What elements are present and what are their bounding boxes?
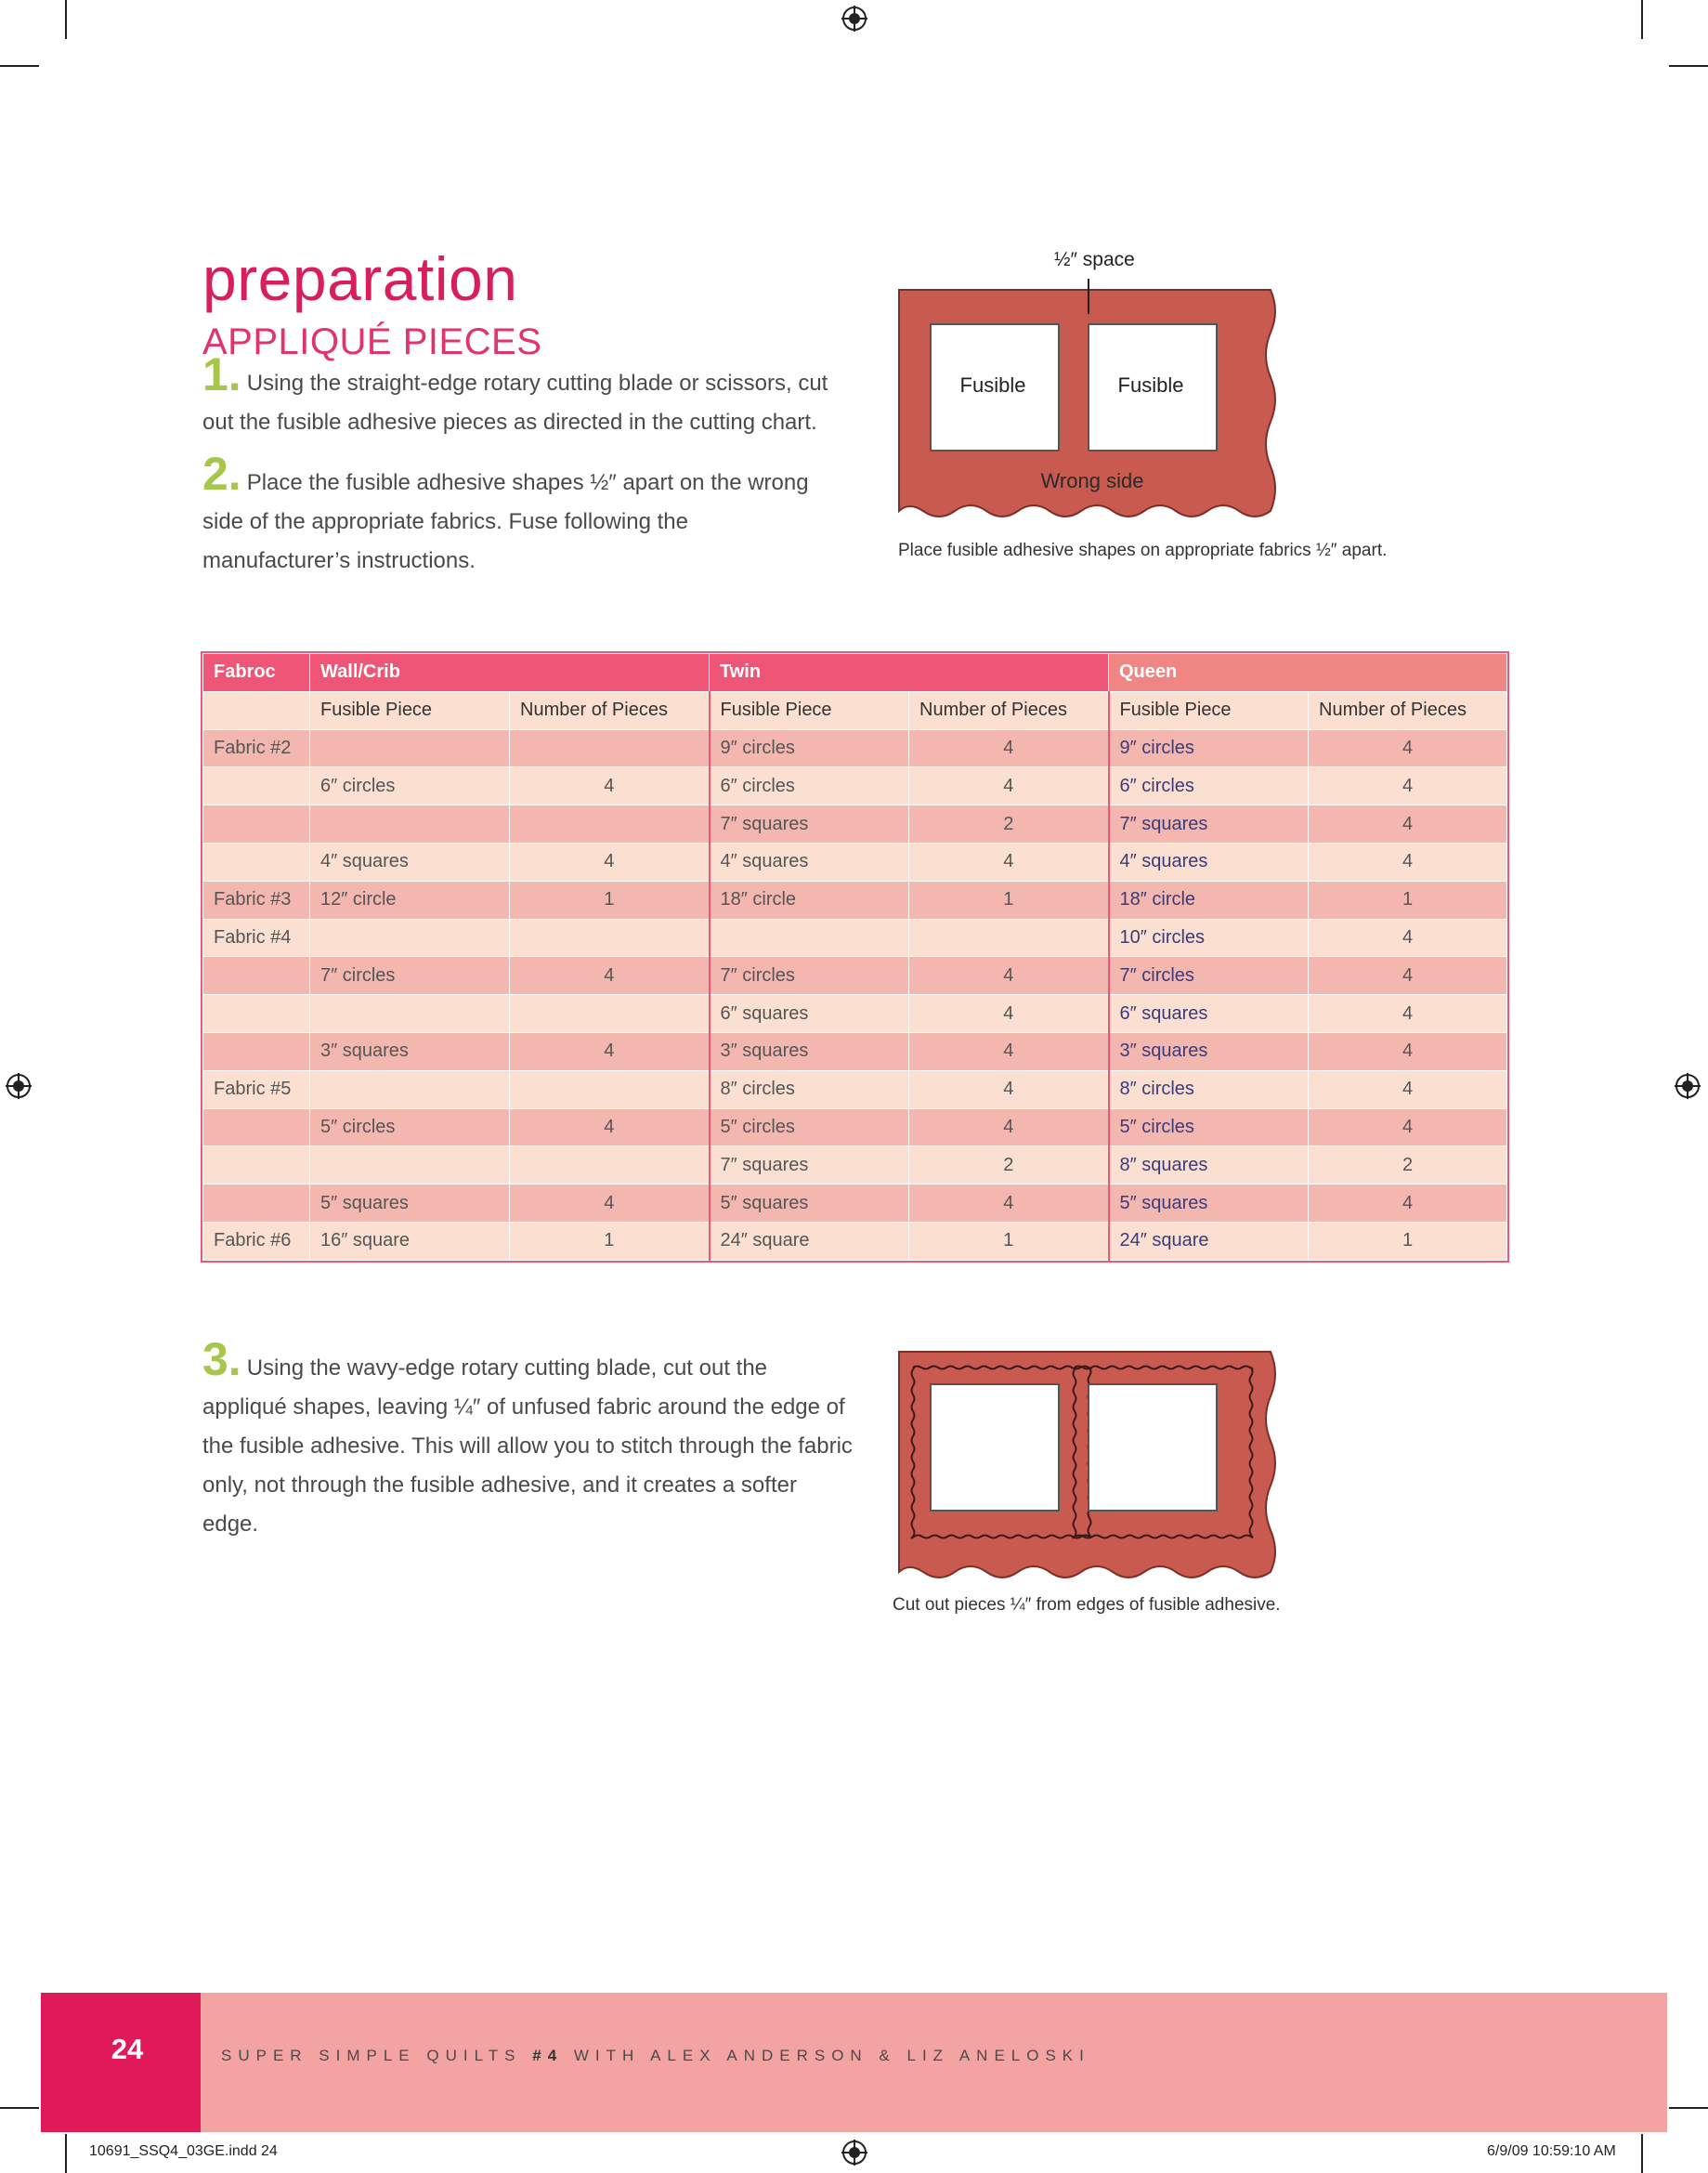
piece-count-cell [510,805,710,844]
piece-count-cell: 4 [909,1032,1109,1070]
piece-count-cell: 4 [1309,843,1507,881]
column-header: Fusible Piece [1109,691,1309,729]
fusible-piece-cell: 7″ circles [710,957,909,995]
crop-mark [0,2107,39,2109]
registration-mark-icon [841,6,867,32]
crop-mark [0,65,39,67]
table-row [203,1222,1507,1260]
crop-mark [65,2134,67,2173]
fusible-piece-cell: 8″ circles [1109,1070,1309,1108]
step-3 [202,1333,853,1544]
table-row [203,1032,1507,1070]
piece-count-cell: 1 [510,881,710,919]
running-head-number: #4 [532,2047,564,2064]
fabric-cell [203,767,310,805]
fusible-piece-cell: 16″ square [310,1222,510,1260]
space-label: ½″ space [1054,249,1135,270]
fusible-piece-cell [710,919,909,957]
table-row [203,957,1507,995]
fusible-piece-cell: 3″ squares [1109,1032,1309,1070]
fusible-piece-cell: 6″ squares [710,995,909,1033]
fusible-piece-cell: 6″ circles [310,767,510,805]
table-row [203,1070,1507,1108]
fusible-piece-cell [310,729,510,767]
table-group-header-row [203,654,1507,692]
fusible-piece-cell: 7″ squares [1109,805,1309,844]
piece-count-cell: 4 [909,843,1109,881]
table-row [203,767,1507,805]
fusible-piece-cell: 8″ squares [1109,1146,1309,1185]
piece-count-cell [510,995,710,1033]
column-header: Fusible Piece [310,691,510,729]
fusible-piece-cell: 5″ squares [1109,1185,1309,1223]
fabric-cell [203,995,310,1033]
fabric-column-header: Fabroc [203,654,310,692]
piece-count-cell: 4 [909,1108,1109,1146]
section-subtitle: APPLIQUÉ PIECES [202,321,542,362]
fusible-piece-cell: 4″ squares [1109,843,1309,881]
piece-count-cell: 1 [909,1222,1109,1260]
crop-mark [1641,0,1643,39]
piece-count-cell: 4 [510,957,710,995]
running-head-authors: WITH ALEX ANDERSON & LIZ ANELOSKI [563,2047,1090,2064]
fusible-piece-cell: 4″ squares [710,843,909,881]
piece-count-cell: 4 [510,1185,710,1223]
fusible-piece-cell: 4″ squares [310,843,510,881]
fusible-piece-cell [310,805,510,844]
fusible-piece-cell: 6″ squares [1109,995,1309,1033]
fabric-cell [203,1185,310,1223]
piece-count-cell: 4 [1309,995,1507,1033]
piece-count-cell: 1 [510,1222,710,1260]
table-row [203,805,1507,844]
piece-count-cell: 4 [909,1070,1109,1108]
fabric-cell [203,1032,310,1070]
fabric-cell [203,957,310,995]
crop-mark [1641,2134,1643,2173]
fabric-cell [203,1108,310,1146]
wallcrib-group-header: Wall/Crib [310,654,710,692]
piece-count-cell: 4 [909,957,1109,995]
piece-count-cell: 4 [510,843,710,881]
table-cell [203,691,310,729]
registration-mark-icon [6,1073,32,1099]
fusible-piece-cell: 5″ squares [310,1185,510,1223]
fabric-cell: Fabric #3 [203,881,310,919]
fusible-piece-cell [310,919,510,957]
running-head-title: SUPER SIMPLE QUILTS [221,2047,533,2064]
running-head [221,2047,1090,2065]
fabric-cell [203,1146,310,1185]
step-number: 1. [202,348,241,400]
fusible-piece-cell [310,995,510,1033]
fabric-cell: Fabric #2 [203,729,310,767]
page-title: preparation [202,244,518,313]
registration-mark-icon [841,2140,867,2166]
piece-count-cell: 4 [909,767,1109,805]
piece-count-cell: 4 [510,1108,710,1146]
column-header: Number of Pieces [1309,691,1507,729]
table-row [203,995,1507,1033]
fusible-piece-cell: 5″ squares [710,1185,909,1223]
piece-count-cell: 1 [1309,881,1507,919]
crop-mark [1669,2107,1708,2109]
column-header: Fusible Piece [710,691,909,729]
fabric-cell: Fabric #4 [203,919,310,957]
piece-count-cell: 1 [1309,1222,1507,1260]
table-body [203,729,1507,1260]
slug-file-info: 10691_SSQ4_03GE.indd 24 [89,2143,278,2159]
fusible-piece-cell: 18″ circle [710,881,909,919]
slug-timestamp: 6/9/09 10:59:10 AM [1487,2143,1616,2159]
piece-count-cell: 4 [909,995,1109,1033]
step-text: Using the straight-edge rotary cutting blade or scissors, cut out the fusible adhesive pieces as directed in the cutting chart. [202,371,828,435]
fusible-piece-cell: 24″ square [1109,1222,1309,1260]
fusible-piece-cell: 8″ circles [710,1070,909,1108]
piece-count-cell: 4 [1309,1070,1507,1108]
step-text: Using the wavy-edge rotary cutting blade, cut out the appliqué shapes, leaving ¼″ of unfused fabric around the edge of the fusible adhesive. This will allow you to stitch through the fabric only, not through the fusible adhesive, and it creates a softer edge. [202,1355,853,1537]
fabric-cell [203,805,310,844]
wrong-side-label: Wrong side [1040,469,1144,492]
fabric-cell: Fabric #5 [203,1070,310,1108]
piece-count-cell: 4 [1309,767,1507,805]
fusible-piece-cell: 18″ circle [1109,881,1309,919]
piece-count-cell: 4 [1309,957,1507,995]
table-row [203,1185,1507,1223]
piece-count-cell: 4 [1309,1108,1507,1146]
cutting-chart-table [202,653,1507,1261]
figure-caption: Place fusible adhesive shapes on appropriate fabrics ½″ apart. [898,541,1388,560]
fusible-piece-cell: 10″ circles [1109,919,1309,957]
cut-piece-left [930,1383,1060,1512]
fusible-piece-cell: 24″ square [710,1222,909,1260]
fusible-piece-cell: 6″ circles [710,767,909,805]
step-number: 3. [202,1333,241,1385]
column-header: Number of Pieces [909,691,1109,729]
piece-count-cell: 2 [1309,1146,1507,1185]
piece-count-cell: 4 [909,729,1109,767]
piece-count-cell [510,1070,710,1108]
fusible-piece-cell: 3″ squares [710,1032,909,1070]
table-row [203,919,1507,957]
fabric-cell [203,843,310,881]
crop-mark [1669,65,1708,67]
fusible-piece-cell: 9″ circles [710,729,909,767]
step-1 [202,348,843,442]
step-2 [202,448,834,581]
piece-count-cell: 2 [909,805,1109,844]
column-header: Number of Pieces [510,691,710,729]
fusible-piece-cell: 7″ circles [310,957,510,995]
fusible-piece-cell: 6″ circles [1109,767,1309,805]
figure-caption: Cut out pieces ¼″ from edges of fusible adhesive. [893,1595,1281,1615]
piece-count-cell: 2 [909,1146,1109,1185]
piece-count-cell: 4 [1309,1032,1507,1070]
step-number: 2. [202,448,241,500]
fabric-cell: Fabric #6 [203,1222,310,1260]
piece-count-cell: 4 [1309,805,1507,844]
fusible-piece-cell: 9″ circles [1109,729,1309,767]
table-row [203,1146,1507,1185]
piece-count-cell: 4 [1309,919,1507,957]
fusible-label-right: Fusible [1117,373,1184,397]
piece-count-cell: 1 [909,881,1109,919]
fusible-piece-cell: 7″ circles [1109,957,1309,995]
piece-count-cell: 4 [909,1185,1109,1223]
fusible-piece-cell: 7″ squares [710,805,909,844]
fusible-piece-cell: 3″ squares [310,1032,510,1070]
piece-count-cell [510,1146,710,1185]
piece-count-cell: 4 [1309,729,1507,767]
queen-group-header: Queen [1109,654,1507,692]
piece-count-cell: 4 [510,767,710,805]
fusible-piece-cell: 5″ circles [1109,1108,1309,1146]
table-row [203,881,1507,919]
cut-piece-right [1088,1383,1218,1512]
table-sub-header-row [203,691,1507,729]
fusible-label-left: Fusible [959,373,1026,397]
twin-group-header: Twin [710,654,1109,692]
page-number: 24 [111,2033,144,2065]
fusible-piece-cell: 12″ circle [310,881,510,919]
table-row [203,729,1507,767]
crop-mark [65,0,67,39]
fusible-piece-cell [310,1146,510,1185]
fusible-piece-cell: 5″ circles [310,1108,510,1146]
piece-count-cell [510,919,710,957]
piece-count-cell [510,729,710,767]
piece-count-cell [909,919,1109,957]
registration-mark-icon [1675,1073,1701,1099]
fusible-piece-cell: 5″ circles [710,1108,909,1146]
fusible-piece-cell [310,1070,510,1108]
table-row [203,843,1507,881]
step-text: Place the fusible adhesive shapes ½″ apart on the wrong side of the appropriate fabrics. Fuse following the manufacturer’s instructions. [202,470,809,573]
piece-count-cell: 4 [510,1032,710,1070]
table-row [203,1108,1507,1146]
piece-count-cell: 4 [1309,1185,1507,1223]
fusible-piece-cell: 7″ squares [710,1146,909,1185]
